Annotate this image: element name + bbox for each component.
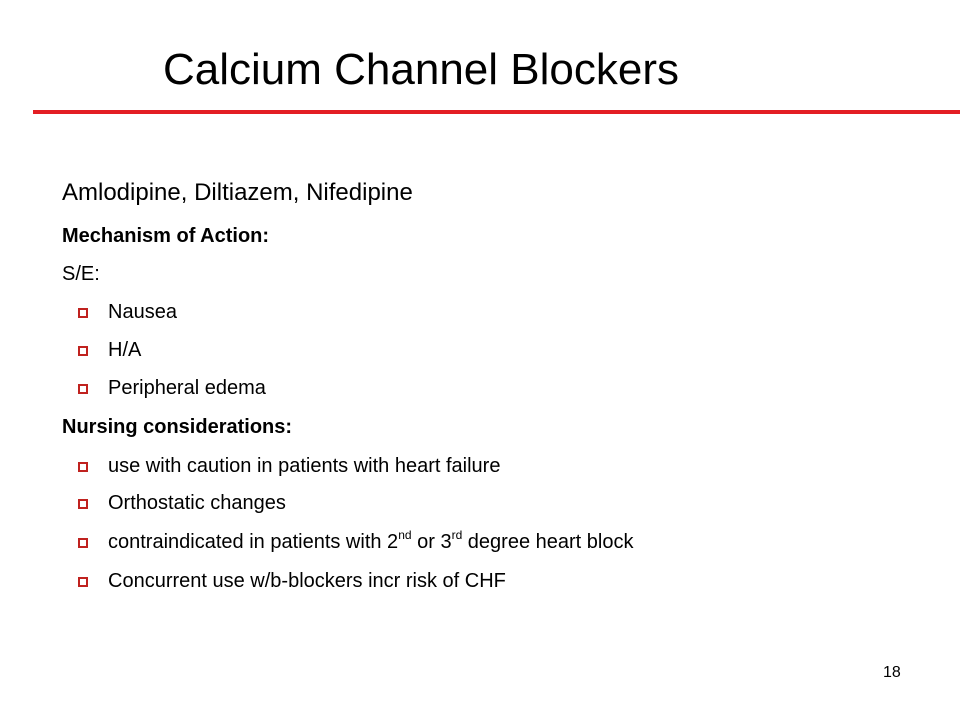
nursing-item: [108, 453, 500, 479]
nursing-text-part: degree heart block: [462, 531, 634, 553]
side-effect-text: H/A: [108, 339, 142, 361]
slide-title: Calcium Channel Blockers: [163, 45, 679, 94]
square-bullet-icon: [78, 538, 88, 548]
page-number: 18: [883, 664, 901, 681]
square-bullet-icon: [78, 308, 88, 318]
nursing-text: Orthostatic changes: [108, 492, 286, 514]
side-effect-text: Nausea: [108, 301, 177, 323]
nursing-text-part: or 3: [411, 531, 452, 553]
side-effect-item: [108, 337, 141, 363]
nursing-item: [108, 568, 506, 594]
side-effects-heading: S/E:: [62, 263, 100, 285]
square-bullet-icon: [78, 577, 88, 587]
mechanism-heading: Mechanism of Action:: [62, 225, 270, 247]
ordinal-suffix: rd: [451, 528, 463, 542]
square-bullet-icon: [78, 384, 88, 394]
nursing-text: Concurrent use w/b-blockers incr risk of CHF: [108, 570, 506, 592]
ordinal-suffix: nd: [398, 528, 412, 542]
drug-list: Amlodipine, Diltiazem, Nifedipine: [62, 179, 413, 206]
nursing-text: use with caution in patients with heart failure: [108, 455, 501, 477]
side-effect-item: [108, 299, 177, 325]
nursing-item: [108, 529, 633, 555]
title-divider: [33, 110, 960, 114]
square-bullet-icon: [78, 462, 88, 472]
side-effect-text: Peripheral edema: [108, 377, 266, 399]
nursing-heading: Nursing considerations:: [62, 416, 293, 438]
nursing-item: [108, 490, 286, 516]
side-effect-item: [108, 375, 266, 401]
nursing-text-part: contraindicated in patients with 2: [108, 531, 399, 553]
square-bullet-icon: [78, 346, 88, 356]
square-bullet-icon: [78, 499, 88, 509]
